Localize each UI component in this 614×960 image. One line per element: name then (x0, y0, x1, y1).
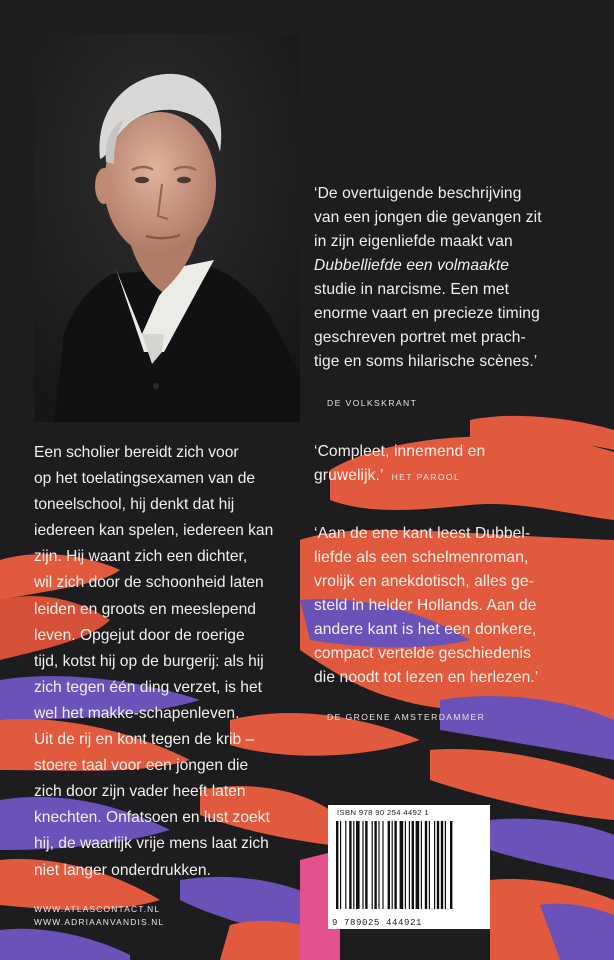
quote-line: steld in helder Hollands. Aan de (314, 597, 537, 614)
quote-line: liefde als een schelmenroman, (314, 549, 529, 566)
author-photo (34, 34, 300, 422)
quote-line: geschreven portret met prach- (314, 329, 526, 346)
website-link[interactable]: WWW.ADRIAANVANDIS.NL (34, 917, 165, 927)
blurb-line: stoere taal voor een jongen die (34, 757, 249, 775)
quote-line: die noodt tot lezen en herlezen.’ (314, 669, 539, 686)
blurb-line: zijn. Hij waant zich een dichter, (34, 548, 248, 566)
review-quote-groene (314, 522, 606, 690)
blurb-line: zich door zijn vader heeft laten (34, 783, 246, 801)
quote-line: enorme vaart en precieze timing (314, 305, 540, 322)
blurb-line: leiden en groots en meeslepend (34, 600, 256, 618)
quote-line: vrolijk en anekdotisch, alles ge- (314, 573, 534, 590)
blurb-line: Uit de rij en kont tegen de krib – (34, 731, 255, 749)
barcode-bars (334, 821, 484, 909)
quote-line: studie in narcisme. Een met (314, 281, 510, 298)
quote-line: tige en soms hilarische scènes.’ (314, 353, 538, 370)
quote-line: in zijn eigenliefde maakt van (314, 233, 513, 250)
quote-line: van een jongen die gevangen zit (314, 209, 542, 226)
blurb-line: niet langer onderdrukken. (34, 861, 211, 879)
blurb-line: iedereen kan spelen, iedereen kan (34, 522, 274, 540)
quote-line-with-source (314, 464, 606, 489)
book-blurb (34, 440, 309, 884)
website-link[interactable]: WWW.ATLASCONTACT.NL (34, 904, 161, 914)
quote-line: ‘De overtuigende beschrijving (314, 185, 522, 202)
quote-line: gruwelijk.’ (314, 467, 384, 484)
quote-line: ‘Aan de ene kant leest Dubbel- (314, 525, 531, 542)
quote-source-parool: HET PAROOL (391, 472, 461, 482)
isbn-barcode (328, 805, 490, 929)
blurb-line: toneelschool, hij denkt dat hij (34, 496, 235, 514)
blurb-line: leven. Opgejut door de roerige (34, 626, 245, 644)
quote-source-volkskrant: DE VOLKSKRANT (327, 398, 418, 408)
blurb-line: wil zich door de schoonheid laten (34, 574, 264, 592)
publisher-websites (34, 903, 164, 929)
quote-line: andere kant is het een donkere, (314, 621, 537, 638)
blurb-line: zich tegen één ding verzet, is het (34, 678, 262, 696)
blurb-line: knechten. Onfatsoen en lust zoekt (34, 809, 270, 827)
blurb-line: tijd, kotst hij op de burgerij: als hij (34, 652, 264, 670)
quote-line: compact vertelde geschiedenis (314, 645, 532, 662)
quote-line: Dubbelliefde een volmaakte (314, 257, 510, 274)
quote-source-groene: DE GROENE AMSTERDAMMER (327, 712, 486, 722)
blurb-line: wel het makke-schapenleven. (34, 704, 240, 722)
review-quote-parool (314, 440, 606, 489)
blurb-line: hij, de waarlijk vrije mens laat zich (34, 835, 269, 853)
blurb-line: op het toelatingsexamen van de (34, 470, 256, 488)
blurb-line: Een scholier bereidt zich voor (34, 444, 239, 461)
quote-line: ‘Compleet, innemend en (314, 443, 486, 460)
review-quote-volkskrant (314, 182, 606, 374)
isbn-number: ISBN 978 90 254 4492 1 (337, 808, 429, 817)
ean-digits: 9 789025 444921 (332, 918, 423, 928)
